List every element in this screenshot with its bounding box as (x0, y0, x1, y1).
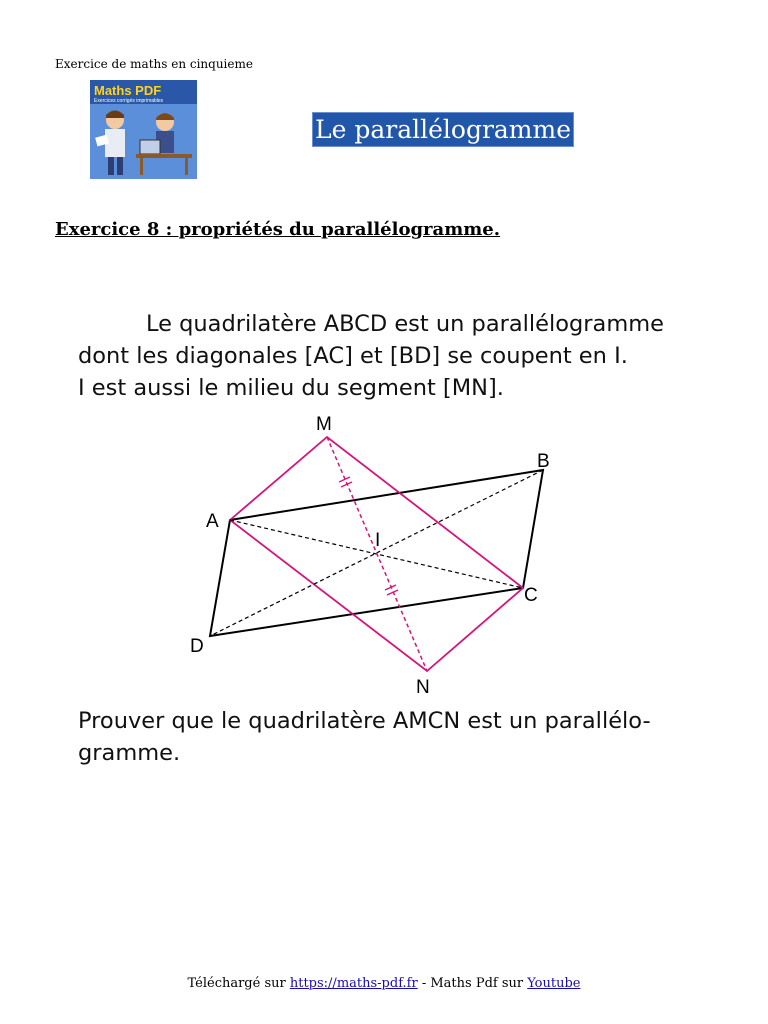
exercise-question (78, 705, 718, 769)
tick-mark-in (385, 585, 398, 595)
logo-text: Maths PDF (94, 83, 162, 98)
statement-line: Le quadrilatère ABCD est un parallélogramme (146, 311, 665, 337)
label-a: A (206, 511, 219, 532)
exercise-heading: Exercice 8 : propriétés du parallélogramme. (55, 219, 501, 240)
youtube-link[interactable]: Youtube (527, 976, 581, 991)
statement-line: I est aussi le milieu du segment [MN]. (78, 375, 504, 401)
maths-pdf-logo (90, 80, 197, 179)
footer-prefix: Téléchargé sur (187, 976, 290, 991)
page-title: Le parallélogramme (312, 112, 574, 147)
parallelogram-figure (180, 405, 580, 705)
label-d: D (190, 636, 204, 657)
site-link[interactable]: https://maths-pdf.fr (289, 976, 418, 991)
label-c: C (524, 585, 538, 606)
label-n: N (416, 677, 430, 698)
statement-line: dont les diagonales [AC] et [BD] se coupent en I. (78, 343, 628, 369)
header-note: Exercice de maths en cinquieme (55, 57, 253, 71)
label-i: I (375, 530, 381, 551)
logo-tagline: Exercices corrigés imprimables (94, 98, 164, 104)
question-line: Prouver que le quadrilatère AMCN est un parallélo- (78, 708, 651, 734)
label-m: M (316, 414, 332, 435)
footer-middle: - Maths Pdf sur (417, 976, 528, 991)
footer (0, 976, 768, 991)
tick-mark-im (339, 477, 352, 487)
label-b: B (537, 451, 550, 472)
exercise-statement (78, 308, 718, 404)
segment-mn (327, 437, 427, 671)
question-line: gramme. (78, 740, 181, 766)
